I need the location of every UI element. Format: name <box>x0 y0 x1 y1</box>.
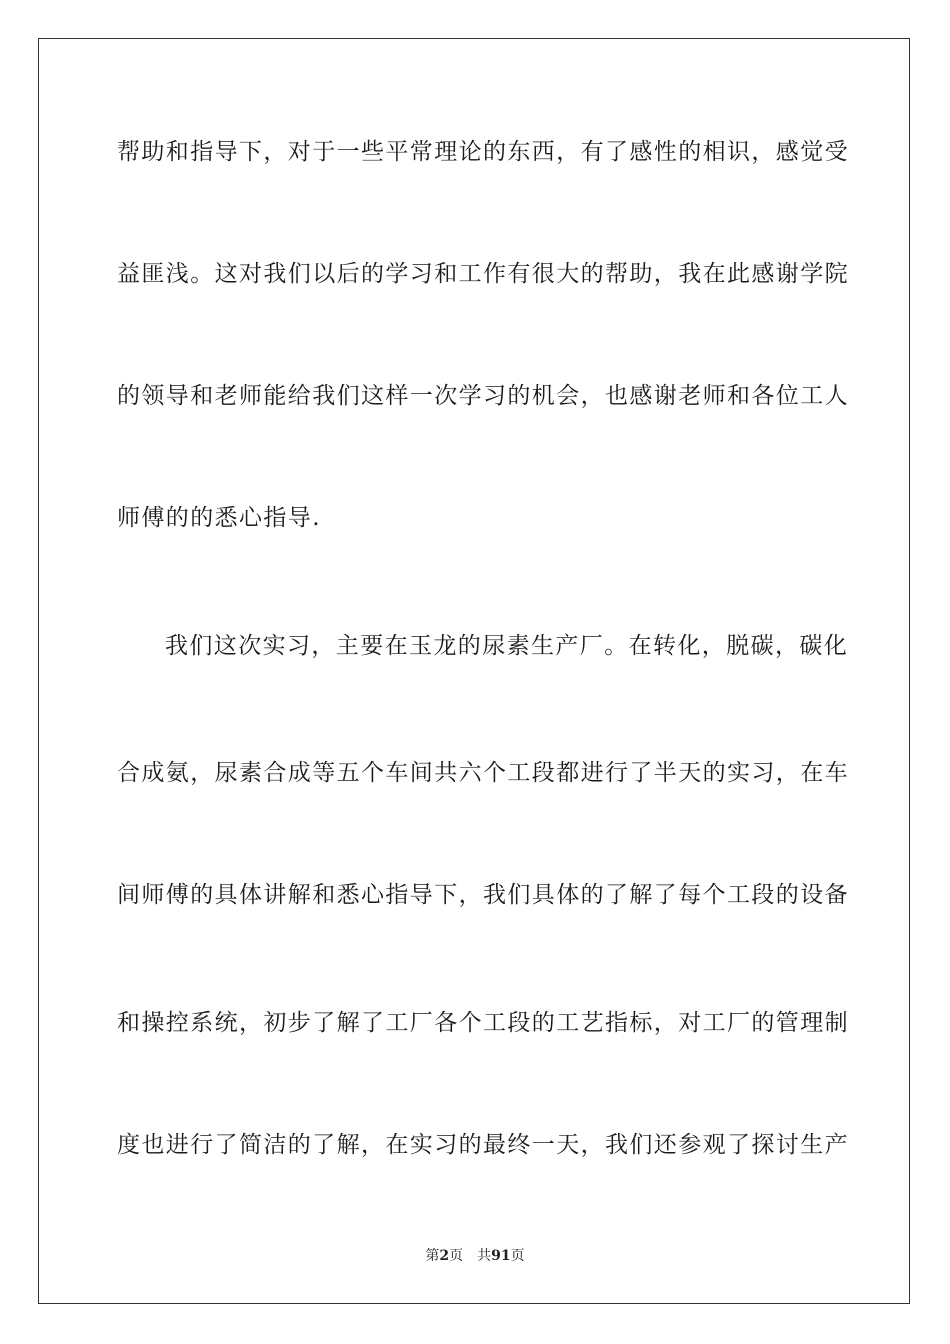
page-prefix: 第 <box>425 1248 440 1264</box>
text-line-1: 帮助和指导下，对于一些平常理论的东西，有了感性的相识，感觉受 <box>117 139 849 165</box>
page-footer <box>0 1247 950 1265</box>
text-line-9: 度也进行了简洁的了解，在实习的最终一天，我们还参观了探讨生产 <box>117 1132 849 1158</box>
total-pages: 91 <box>491 1248 511 1264</box>
total-suffix: 页 <box>510 1248 525 1264</box>
page-number: 2 <box>439 1248 450 1264</box>
page-suffix: 页 <box>449 1248 464 1264</box>
page-border <box>38 38 910 1304</box>
text-line-2: 益匪浅。这对我们以后的学习和工作有很大的帮助，我在此感谢学院 <box>117 261 849 287</box>
total-prefix: 共 <box>477 1248 492 1264</box>
text-line-8: 和操控系统，初步了解了工厂各个工段的工艺指标，对工厂的管理制 <box>117 1010 849 1036</box>
text-line-4: 师傅的的悉心指导. <box>117 505 321 531</box>
text-line-3: 的领导和老师能给我们这样一次学习的机会，也感谢老师和各位工人 <box>117 383 849 409</box>
text-line-6: 合成氨，尿素合成等五个车间共六个工段都进行了半天的实习，在车 <box>117 760 849 786</box>
text-line-7: 间师傅的具体讲解和悉心指导下，我们具体的了解了每个工段的设备 <box>117 882 849 908</box>
text-line-5: 我们这次实习，主要在玉龙的尿素生产厂。在转化，脱碳，碳化 <box>165 633 849 659</box>
